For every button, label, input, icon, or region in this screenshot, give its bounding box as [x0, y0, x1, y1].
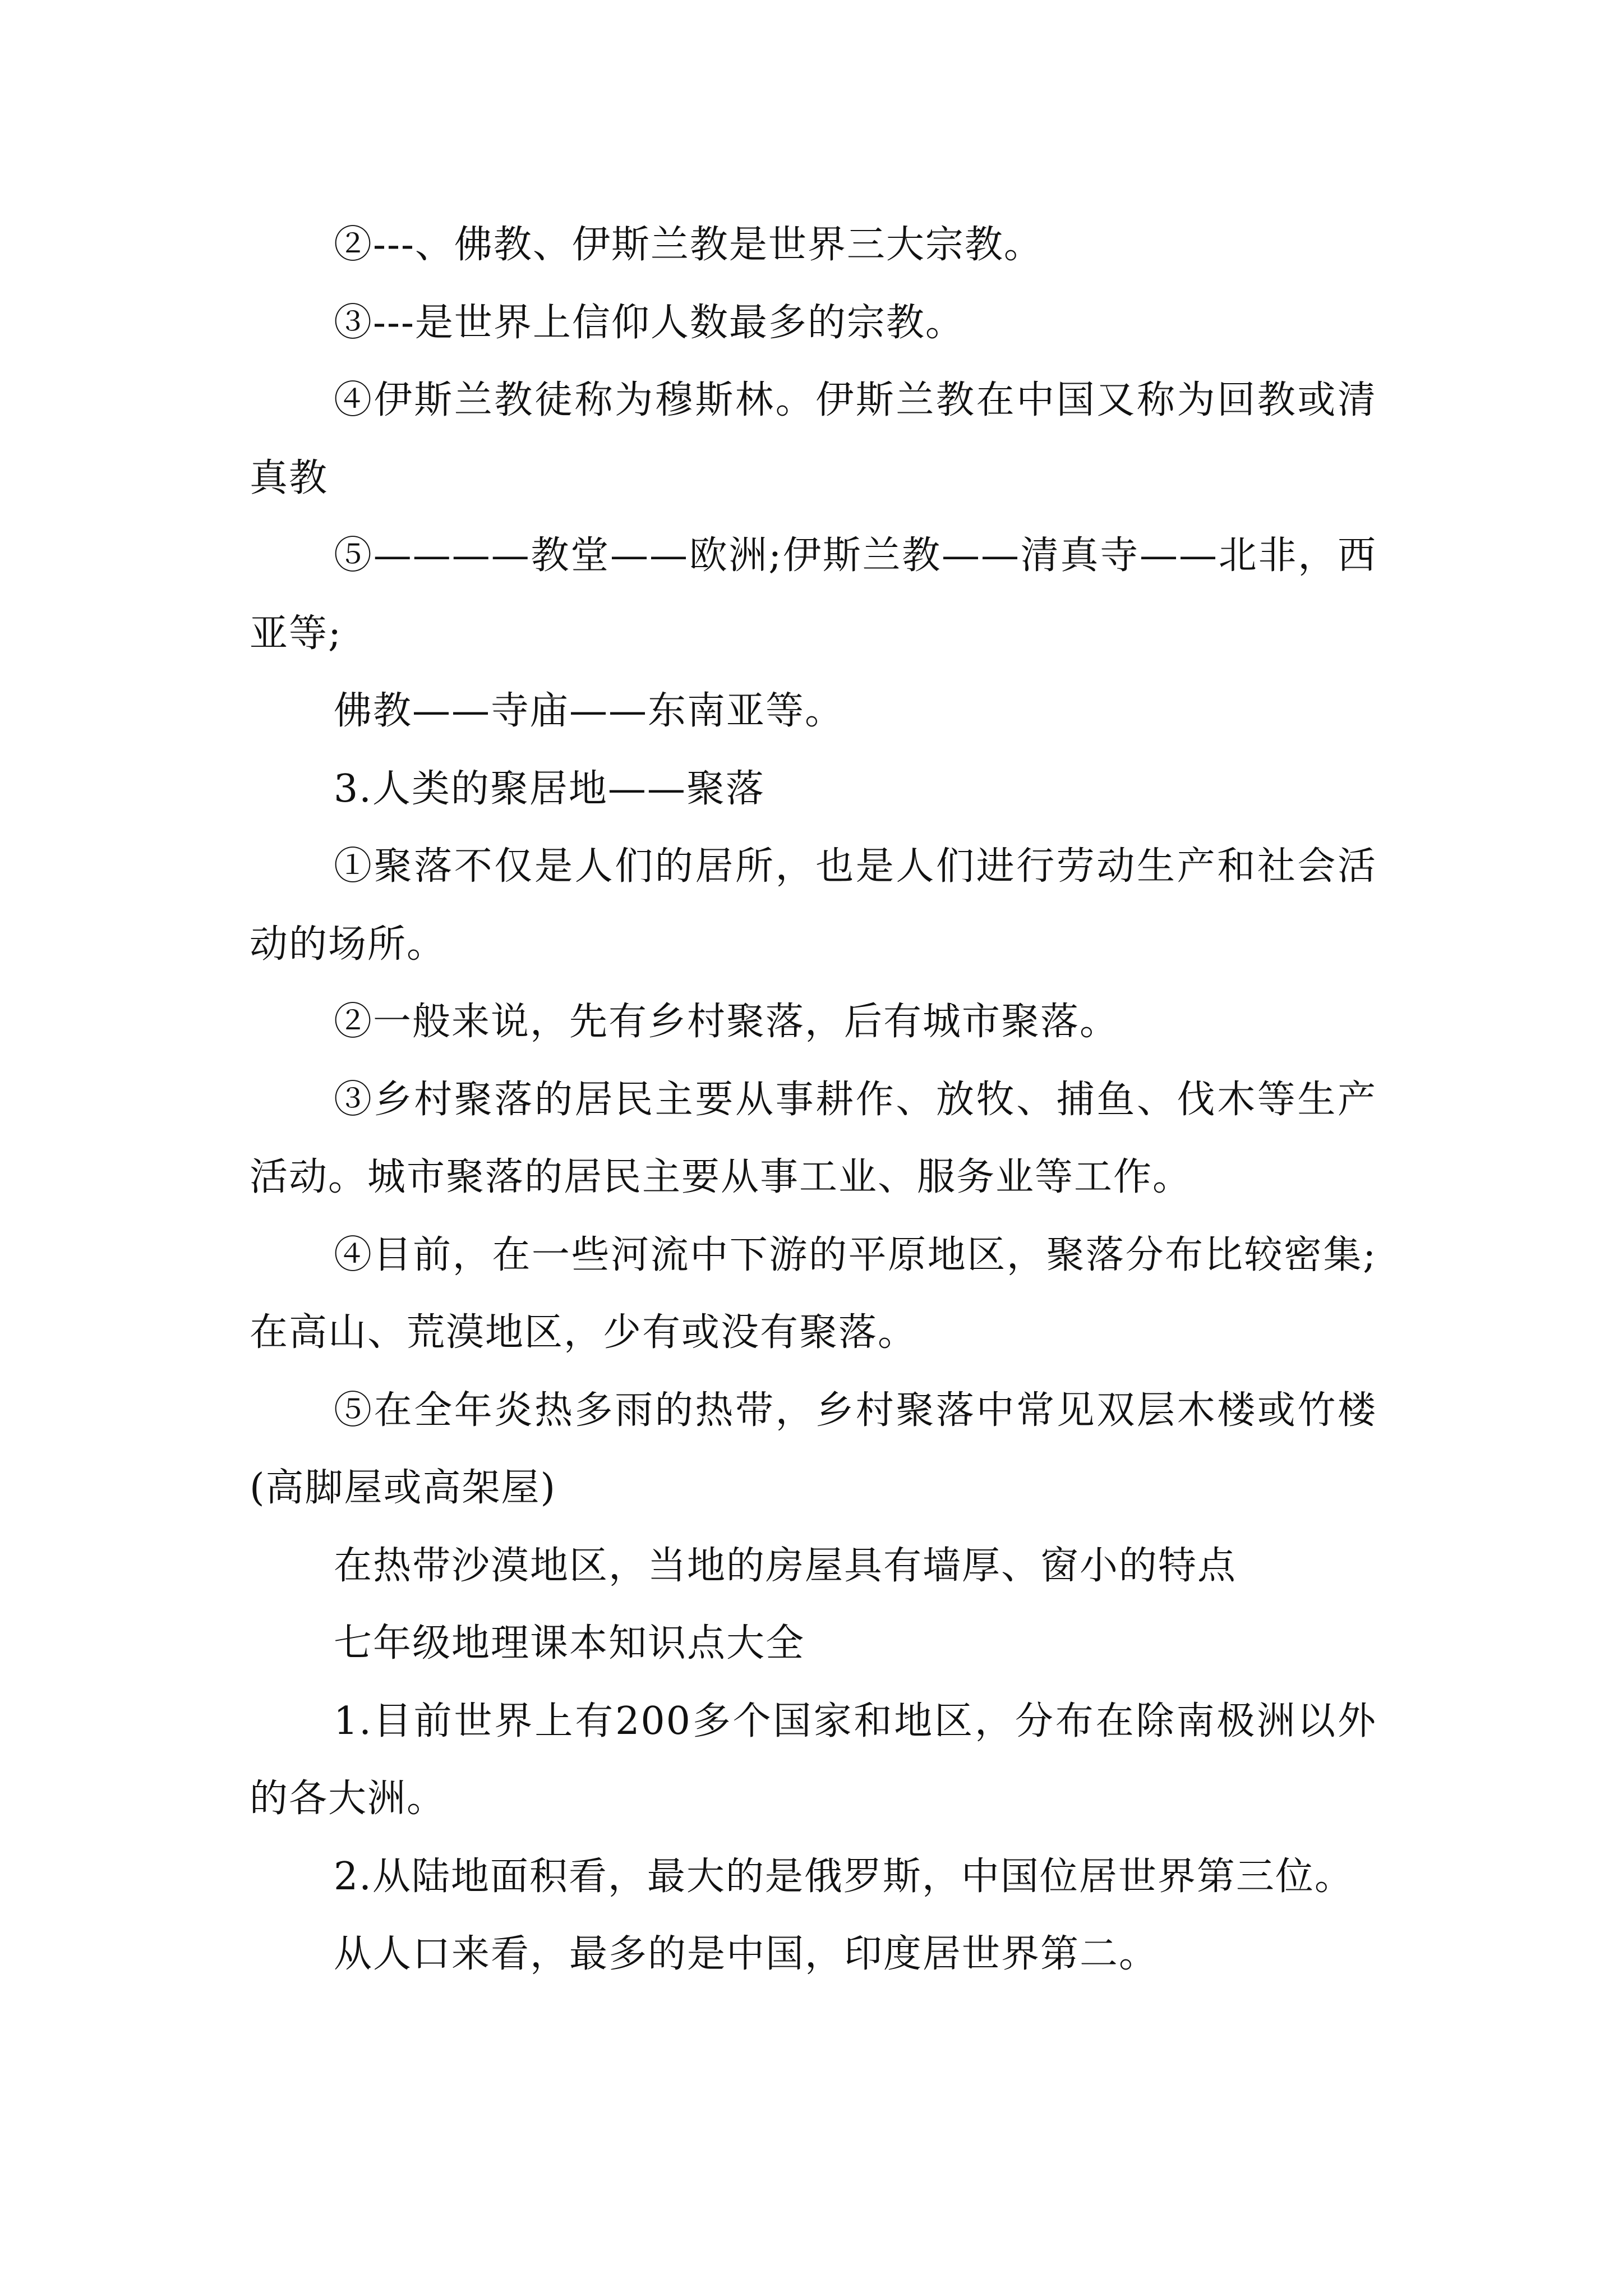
- paragraph-religions: ②---、佛教、伊斯兰教是世界三大宗教。: [334, 223, 1043, 267]
- paragraph-islam: ④伊斯兰教徒称为穆斯林。伊斯兰教在中国又称为回教或清真教: [250, 378, 1377, 500]
- paragraph-desert-houses: 在热带沙漠地区，当地的房屋具有墙厚、窗小的特点: [334, 1543, 1237, 1588]
- paragraph-settlement-order: ②一般来说，先有乡村聚落，后有城市聚落。: [334, 1000, 1119, 1044]
- paragraph-settlement-activities: ③乡村聚落的居民主要从事耕作、放牧、捕鱼、伐木等生产活动。城市聚落的居民主要从事工业、服务业等工作。: [250, 1077, 1377, 1199]
- paragraph-population: 从人口来看，最多的是中国，印度居世界第二。: [334, 1932, 1159, 1976]
- document-body: [250, 206, 1377, 1994]
- paragraph-buddhism: 佛教——寺庙——东南亚等。: [334, 689, 845, 733]
- paragraph-settlement-definition: ①聚落不仅是人们的居所，也是人们进行劳动生产和社会活动的场所。: [250, 844, 1377, 967]
- paragraph-land-area: 2.从陆地面积看，最大的是俄罗斯，中国位居世界第三位。: [334, 1854, 1354, 1899]
- section-heading-settlements: 3.人类的聚居地——聚落: [334, 766, 765, 811]
- section-heading-knowledge: 七年级地理课本知识点大全: [334, 1621, 805, 1665]
- paragraph-countries: 1.目前世界上有200多个国家和地区，分布在除南极洲以外的各大洲。: [250, 1699, 1377, 1821]
- paragraph-most-believers: ③---是世界上信仰人数最多的宗教。: [334, 300, 965, 345]
- paragraph-settlement-distribution: ④目前，在一些河流中下游的平原地区，聚落分布比较密集;在高山、荒漠地区，少有或没有聚落。: [250, 1232, 1377, 1355]
- paragraph-buildings: ⑤————教堂——欧洲;伊斯兰教——清真寺——北非，西亚等;: [250, 533, 1377, 656]
- paragraph-tropical-houses: ⑤在全年炎热多雨的热带，乡村聚落中常见双层木楼或竹楼(高脚屋或高架屋): [250, 1388, 1377, 1510]
